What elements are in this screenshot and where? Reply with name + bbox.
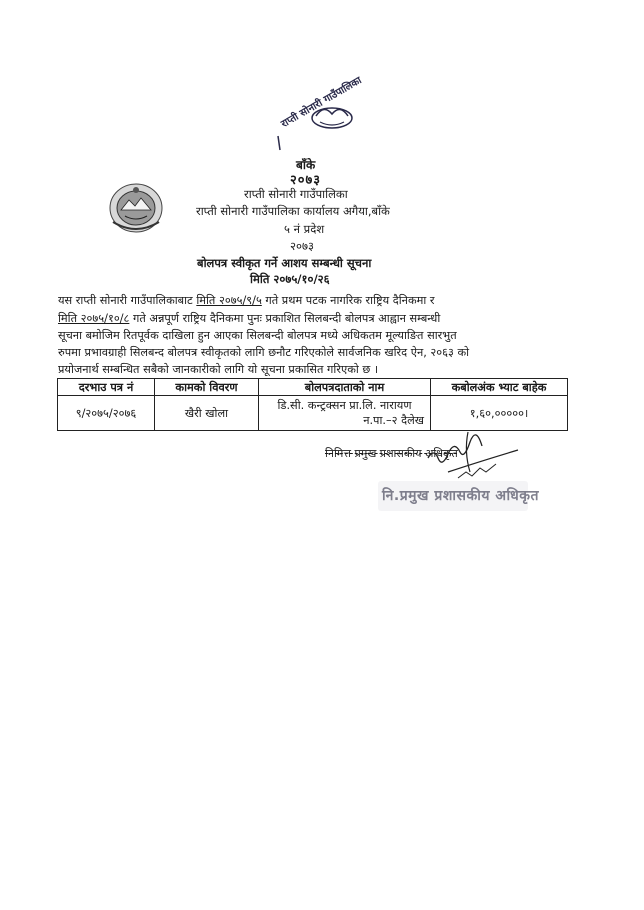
cell-number: ९/२०७५/२०७६ [58,396,155,431]
body-line-3: सूचना बमोजिम रितपूर्वक दाखिला हुन आएका सिलबन्दी बोलपत्र मध्ये अधिकतम मूल्याङित सारभुत [58,329,457,342]
col-header-number: दरभाउ पत्र नं [58,379,155,396]
cell-amount: १,६०,०००००। [431,396,568,431]
notice-date: मिति २०७५/१०/२६ [250,272,330,286]
second-publish-date: मिति २०७५/१०/८ [58,312,130,325]
stamp-text: राप्ती सोनारी गाउँपालिका [279,75,364,131]
signatory-title: निमित्त प्रमुख प्रशासकीय अधिकृत [325,447,458,460]
col-header-bidder: बोलपत्रदाताको नाम [259,379,431,396]
body-text: गते अन्नपूर्ण राष्ट्रिय दैनिकमा पुनः प्रकाशित सिलबन्दी बोलपत्र आह्वान सम्बन्धी [129,312,441,325]
cell-work: खैरी खोला [155,396,259,431]
officer-seal: नि.प्रमुख प्रशासकीय अधिकृत [382,488,539,504]
bidder-line-1: डि.सी. कन्ट्रक्सन प्रा.लि. नारायण [277,399,412,412]
notice-title: बोलपत्र स्वीकृत गर्ने आशय सम्बन्धी सूचना [197,256,372,270]
body-line-4: रुपमा प्रभावग्राही सिलबन्द बोलपत्र स्वीकृतको लागि छनौट गरिएकोले सार्वजनिक खरिद ऐन, २०६३ को [58,346,470,359]
header-line-2: राप्ती सोनारी गाउँपालिका कार्यालय अगैया,बाँके [196,204,390,218]
stamp-district: बाँके [296,158,316,172]
handwritten-signature [408,428,528,488]
table-row [58,396,568,431]
col-header-amount: कबोलअंक भ्याट बाहेक [431,379,568,396]
cell-bidder [259,396,431,431]
header-line-3: ५ नं प्रदेश [284,222,325,236]
body-text: गते प्रथम पटक नागरिक राष्ट्रिय दैनिकमा र [261,294,435,307]
bid-table [57,378,568,431]
body-line-5: प्रयोजनार्थ सम्बन्धित सबैको जानकारीको लागि यो सूचना प्रकासित गरिएको छ । [58,363,379,376]
header-line-1: राप्ती सोनारी गाउँपालिका [244,187,348,201]
body-text: यस राप्ती सोनारी गाउँपालिकाबाट [58,294,197,307]
table-header-row [58,379,568,396]
bidder-line-2: न.पा.–२ दैलेख [363,414,424,427]
col-header-work: कामको विवरण [155,379,259,396]
body-line-1 [58,293,568,308]
nepal-emblem-icon [107,180,165,236]
stamp-year: २०७३ [290,173,322,188]
header-line-4: २०७३ [290,239,314,253]
body-line-2 [58,311,568,326]
first-publish-date: मिति २०७५/९/५ [196,294,262,307]
